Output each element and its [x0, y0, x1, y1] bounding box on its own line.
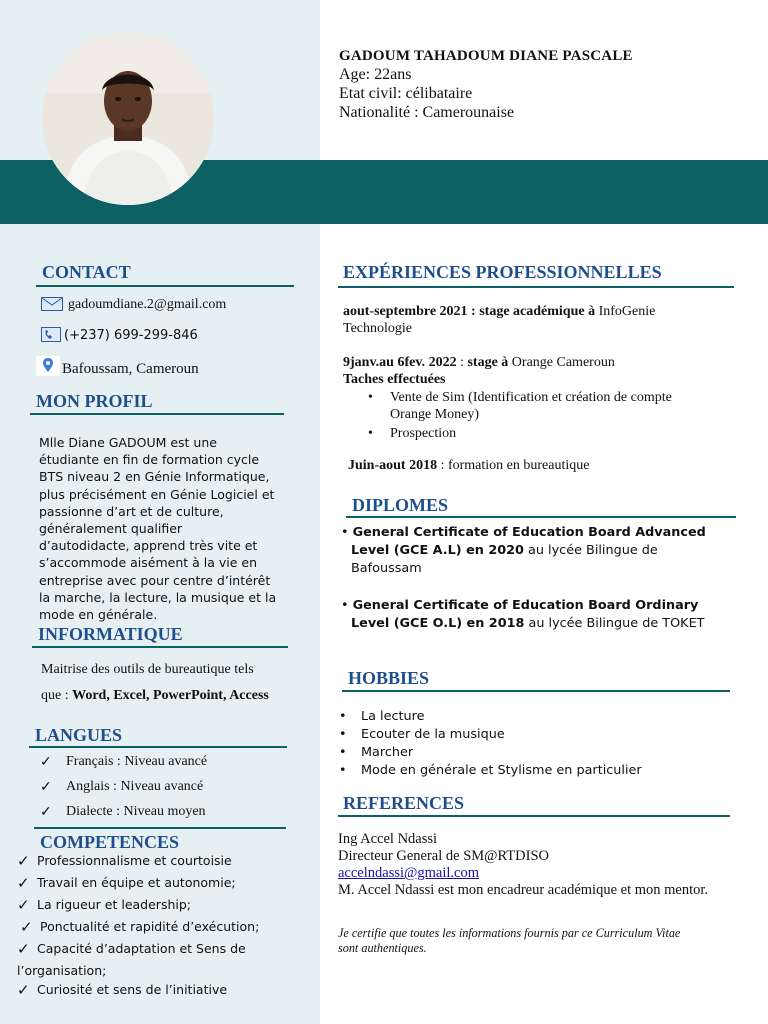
competence-item: ✓ Curiosité et sens de l’initiative	[17, 982, 227, 997]
experiences-title: EXPÉRIENCES PROFESSIONNELLES	[343, 262, 662, 282]
experience-3: Juin-aout 2018 : formation en bureautique	[348, 458, 590, 473]
phone-icon	[41, 327, 61, 347]
competence-item: ✓ Professionnalisme et courtoisie	[17, 853, 232, 868]
hobby-item: • Ecouter de la musique	[335, 726, 642, 744]
informatique-line2: que : Word, Excel, PowerPoint, Access	[41, 688, 269, 703]
full-name: GADOUM TAHADOUM DIANE PASCALE	[339, 48, 633, 64]
experience-1: aout-septembre 2021 : stage académique à InfoGenie Technologie	[343, 304, 656, 336]
competence-item: ✓ Ponctualité et rapidité d’exécution;	[20, 919, 259, 934]
langue-item: ✓ Anglais : Niveau avancé	[40, 779, 203, 795]
competence-item: ✓ Travail en équipe et autonomie;	[17, 875, 236, 890]
taches-list	[364, 389, 672, 442]
hobbies-title: HOBBIES	[348, 668, 430, 688]
location-pin-icon	[36, 356, 60, 381]
tache-item: • Vente de Sim (Identification et création de compte Orange Money)	[364, 389, 672, 423]
age: Age: 22ans	[339, 66, 412, 83]
references-block: Ing Accel Ndassi Directeur General de SM@RTDISO accelndassi@gmail.com M. Accel Ndassi est mon encadreur académique et mon mentor.	[338, 831, 709, 898]
certification-text: Je certifie que toutes les informations fournis par ce Curriculum Vitae sont authentiques.	[338, 926, 681, 955]
competence-item: ✓ Capacité d’adaptation et Sens de	[17, 941, 246, 956]
reference-email-link[interactable]: accelndassi@gmail.com	[338, 865, 479, 881]
civil-status: Etat civil: célibataire	[339, 85, 473, 102]
profil-title: MON PROFIL	[36, 391, 153, 411]
contact-email[interactable]: gadoumdiane.2@gmail.com	[68, 297, 227, 312]
informatique-rule	[32, 646, 288, 648]
informatique-line1: Maitrise des outils de bureautique tels	[41, 662, 254, 677]
diplomes-title: DIPLOMES	[352, 495, 449, 515]
profile-photo	[42, 33, 214, 205]
competence-item-continued: l’organisation;	[17, 963, 107, 978]
profil-text: Mlle Diane GADOUM est une étudiante en fin de formation cycle BTS niveau 2 en Génie Informatique, plus précisément en Génie Logiciel et passionne d’art et de culture, généralement qualifier d’autodidacte, apprend très vite et s’accommode aisément à la vie en entreprise avec pour centre d’intérêt la marche, la lecture, la musique et la mode en générale.	[39, 435, 277, 623]
informatique-title: INFORMATIQUE	[38, 624, 183, 644]
diplome-1: • General Certificate of Education Board Advanced Level (GCE A.L) en 2020 au lycée Bilingue de Bafoussam	[341, 525, 706, 576]
diplomes-rule	[346, 516, 736, 518]
profil-rule	[30, 413, 284, 415]
contact-phone[interactable]: (+237) 699-299-846	[64, 328, 198, 343]
nationality: Nationalité : Camerounaise	[339, 104, 515, 121]
competences-title: COMPETENCES	[40, 832, 180, 852]
competences-rule	[34, 827, 286, 829]
email-icon	[41, 297, 63, 316]
langues-title: LANGUES	[35, 725, 123, 745]
contact-location: Bafoussam, Cameroun	[62, 361, 199, 377]
experience-2: 9janv.au 6fev. 2022 : stage à Orange Cameroun Taches effectuées	[343, 355, 615, 387]
contact-title: CONTACT	[42, 262, 131, 282]
hobby-item: • La lecture	[335, 708, 642, 726]
hobby-item: • Marcher	[335, 744, 642, 762]
references-title: REFERENCES	[343, 793, 465, 813]
competence-item: ✓ La rigueur et leadership;	[17, 897, 191, 912]
hobby-item: • Mode en générale et Stylisme en particulier	[335, 762, 642, 780]
langues-rule	[29, 746, 287, 748]
diplome-2: • General Certificate of Education Board Ordinary Level (GCE O.L) en 2018 au lycée Bilingue de TOKET	[341, 598, 705, 631]
tache-item: • Prospection	[364, 425, 672, 442]
contact-rule	[36, 285, 294, 287]
langue-item: ✓ Français : Niveau avancé	[40, 754, 207, 770]
hobbies-rule	[342, 690, 730, 692]
langue-item: ✓ Dialecte : Niveau moyen	[40, 804, 206, 820]
person-portrait-icon	[42, 33, 214, 205]
references-rule	[338, 815, 730, 817]
hobbies-list	[335, 708, 642, 780]
experiences-rule	[338, 286, 734, 288]
